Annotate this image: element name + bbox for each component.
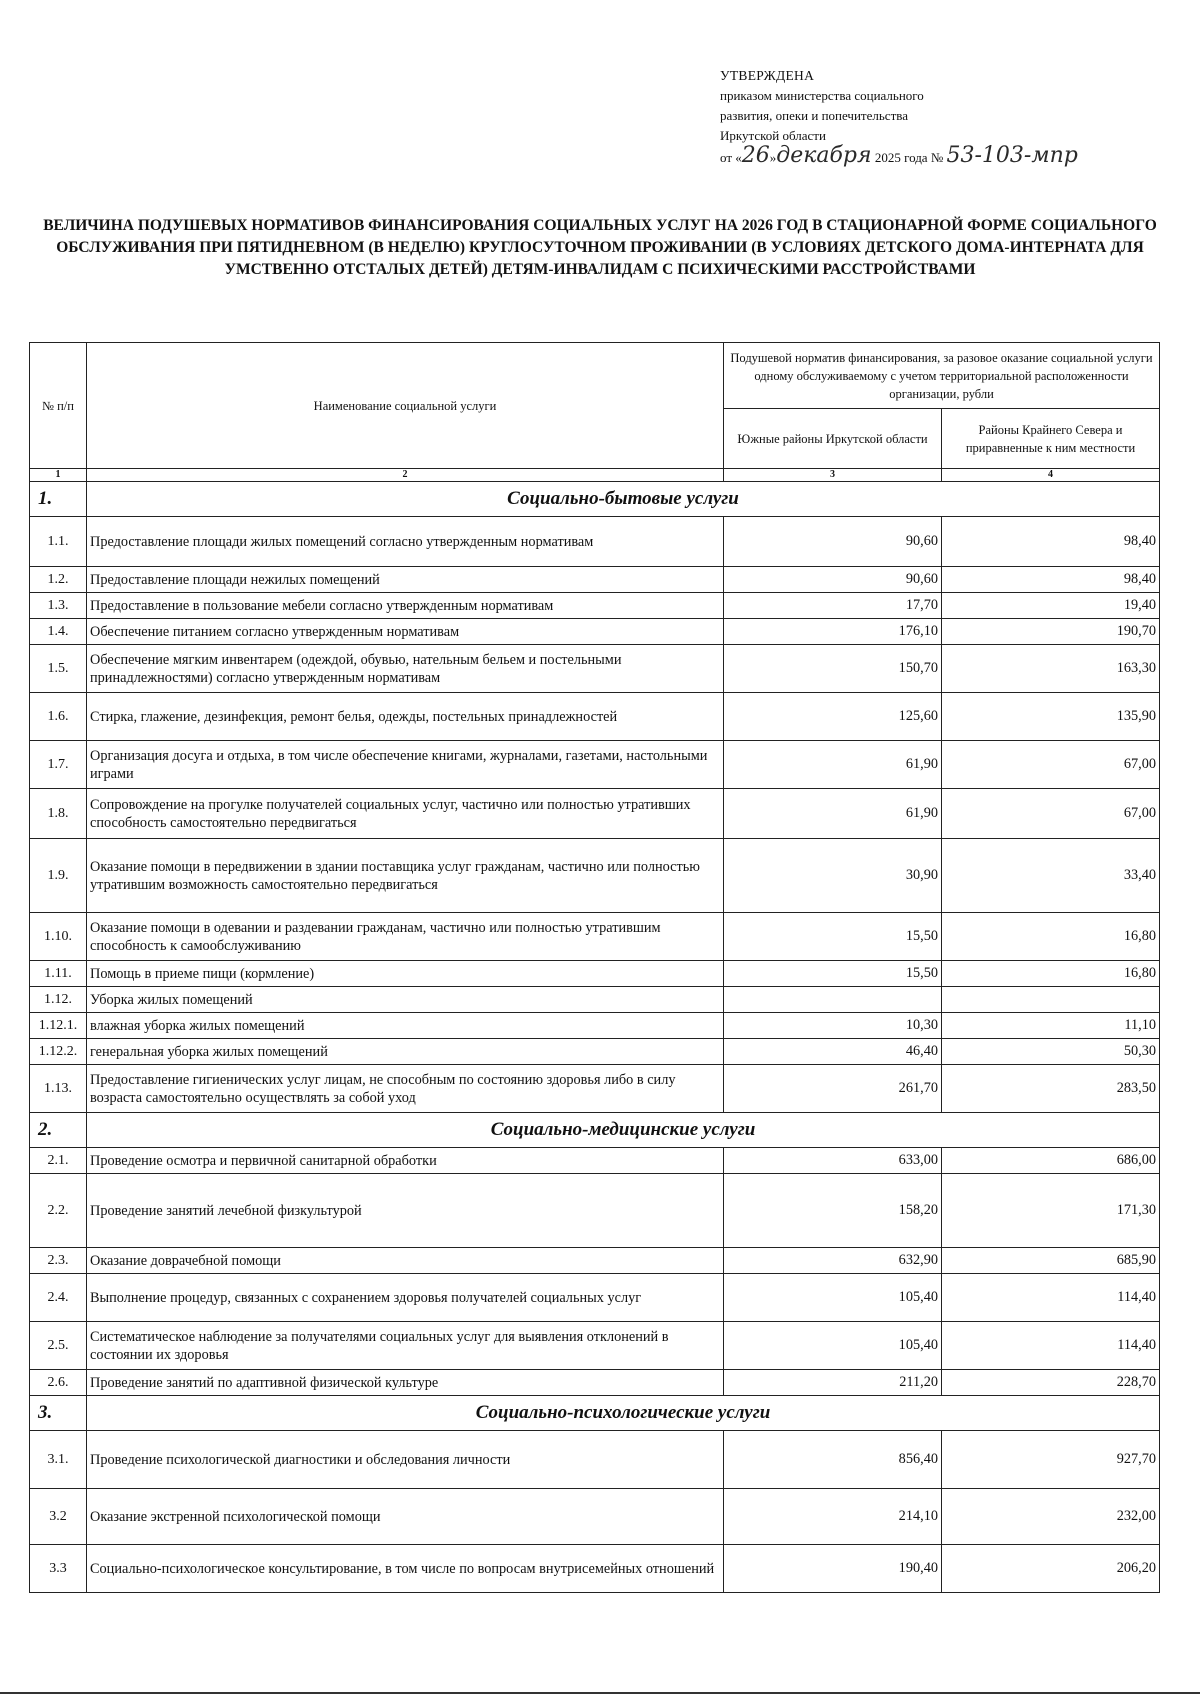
service-name: Выполнение процедур, связанных с сохранением здоровья получателей социальных услуг bbox=[87, 1274, 724, 1322]
value-north: 98,40 bbox=[942, 517, 1160, 567]
order-number: 53-103-мпр bbox=[946, 143, 1078, 168]
value-south: 633,00 bbox=[724, 1148, 942, 1174]
value-south bbox=[724, 987, 942, 1013]
table-row bbox=[30, 839, 1160, 913]
date-prefix: от « bbox=[720, 150, 742, 165]
row-number: 1.13. bbox=[30, 1065, 87, 1113]
norms-table bbox=[29, 342, 1160, 1593]
table-row bbox=[30, 913, 1160, 961]
table-row bbox=[30, 1545, 1160, 1593]
value-south: 632,90 bbox=[724, 1248, 942, 1274]
value-south: 15,50 bbox=[724, 961, 942, 987]
value-south: 190,40 bbox=[724, 1545, 942, 1593]
table-row bbox=[30, 593, 1160, 619]
value-south: 61,90 bbox=[724, 789, 942, 839]
table-row bbox=[30, 741, 1160, 789]
row-number: 1.6. bbox=[30, 693, 87, 741]
row-number: 3.2 bbox=[30, 1489, 87, 1545]
section-number: 2. bbox=[30, 1113, 87, 1148]
row-number: 1.10. bbox=[30, 913, 87, 961]
norms-table-body bbox=[30, 343, 1160, 1593]
row-number: 2.6. bbox=[30, 1370, 87, 1396]
value-south: 261,70 bbox=[724, 1065, 942, 1113]
row-number: 1.12.2. bbox=[30, 1039, 87, 1065]
value-south: 856,40 bbox=[724, 1431, 942, 1489]
row-number: 1.5. bbox=[30, 645, 87, 693]
row-number: 3.3 bbox=[30, 1545, 87, 1593]
table-row bbox=[30, 619, 1160, 645]
approval-date-line bbox=[720, 143, 1078, 168]
table-row bbox=[30, 1148, 1160, 1174]
value-south: 61,90 bbox=[724, 741, 942, 789]
date-month: декабря bbox=[776, 143, 872, 168]
value-south: 90,60 bbox=[724, 567, 942, 593]
approval-line-1: приказом министерства социального bbox=[720, 88, 924, 103]
value-north: 114,40 bbox=[942, 1322, 1160, 1370]
table-row bbox=[30, 1431, 1160, 1489]
table-row bbox=[30, 693, 1160, 741]
row-number: 1.7. bbox=[30, 741, 87, 789]
approval-heading: УТВЕРЖДЕНА bbox=[720, 68, 815, 83]
index-cell: 3 bbox=[724, 469, 942, 482]
document-title: ВЕЛИЧИНА ПОДУШЕВЫХ НОРМАТИВОВ ФИНАНСИРОВАНИЯ СОЦИАЛЬНЫХ УСЛУГ НА 2026 ГОД В СТАЦИОНАРНОЙ ФОРМЕ СОЦИАЛЬНОГО ОБСЛУЖИВАНИЯ ПРИ ПЯТИДНЕВНОМ (В НЕДЕЛЮ) КРУГЛОСУТОЧНОМ ПРОЖИВАНИИ (В УСЛОВИЯХ ДЕТСКОГО ДОМА-ИНТЕРНАТА ДЛЯ УМСТВЕННО ОТСТАЛЫХ ДЕТЕЙ) ДЕТЯМ-ИНВАЛИДАМ С ПСИХИЧЕСКИМИ РАССТРОЙСТВАМИ bbox=[43, 217, 1157, 278]
value-south: 10,30 bbox=[724, 1013, 942, 1039]
service-name: Проведение занятий лечебной физкультурой bbox=[87, 1174, 724, 1248]
service-name: Проведение осмотра и первичной санитарной обработки bbox=[87, 1148, 724, 1174]
value-south: 214,10 bbox=[724, 1489, 942, 1545]
section-number: 1. bbox=[30, 482, 87, 517]
service-name: Уборка жилых помещений bbox=[87, 987, 724, 1013]
service-name: Стирка, глажение, дезинфекция, ремонт белья, одежды, постельных принадлежностей bbox=[87, 693, 724, 741]
value-north: 228,70 bbox=[942, 1370, 1160, 1396]
value-north: 135,90 bbox=[942, 693, 1160, 741]
value-north: 19,40 bbox=[942, 593, 1160, 619]
row-number: 2.4. bbox=[30, 1274, 87, 1322]
table-row bbox=[30, 987, 1160, 1013]
table-row bbox=[30, 1370, 1160, 1396]
row-number: 1.9. bbox=[30, 839, 87, 913]
value-north: 927,70 bbox=[942, 1431, 1160, 1489]
value-north bbox=[942, 987, 1160, 1013]
value-south: 46,40 bbox=[724, 1039, 942, 1065]
table-row bbox=[30, 1013, 1160, 1039]
index-cell: 1 bbox=[30, 469, 87, 482]
service-name: Организация досуга и отдыха, в том числе обеспечение книгами, журналами, газетами, настольными играми bbox=[87, 741, 724, 789]
table-row bbox=[30, 1039, 1160, 1065]
value-north: 686,00 bbox=[942, 1148, 1160, 1174]
value-north: 16,80 bbox=[942, 913, 1160, 961]
header-south: Южные районы Иркутской области bbox=[724, 409, 942, 469]
value-south: 105,40 bbox=[724, 1274, 942, 1322]
service-name: Оказание помощи в одевании и раздевании гражданам, частично или полностью утратившим способность к самообслуживанию bbox=[87, 913, 724, 961]
table-row bbox=[30, 1248, 1160, 1274]
value-south: 176,10 bbox=[724, 619, 942, 645]
index-cell: 2 bbox=[87, 469, 724, 482]
value-north: 16,80 bbox=[942, 961, 1160, 987]
header-north: Районы Крайнего Севера и приравненные к ним местности bbox=[942, 409, 1160, 469]
service-name: Проведение психологической диагностики и обследования личности bbox=[87, 1431, 724, 1489]
value-south: 125,60 bbox=[724, 693, 942, 741]
section-row bbox=[30, 1113, 1160, 1148]
row-number: 3.1. bbox=[30, 1431, 87, 1489]
value-south: 211,20 bbox=[724, 1370, 942, 1396]
service-name: Предоставление площади нежилых помещений bbox=[87, 567, 724, 593]
value-north: 685,90 bbox=[942, 1248, 1160, 1274]
header-name: Наименование социальной услуги bbox=[87, 343, 724, 469]
value-north: 171,30 bbox=[942, 1174, 1160, 1248]
service-name: Проведение занятий по адаптивной физической культуре bbox=[87, 1370, 724, 1396]
header-num: № п/п bbox=[30, 343, 87, 469]
table-row bbox=[30, 517, 1160, 567]
table-row bbox=[30, 1322, 1160, 1370]
table-row bbox=[30, 645, 1160, 693]
value-north: 114,40 bbox=[942, 1274, 1160, 1322]
index-cell: 4 bbox=[942, 469, 1160, 482]
value-south: 30,90 bbox=[724, 839, 942, 913]
service-name: Систематическое наблюдение за получателями социальных услуг для выявления отклонений в состоянии их здоровья bbox=[87, 1322, 724, 1370]
section-title: Социально-бытовые услуги bbox=[87, 482, 1160, 517]
service-name: Сопровождение на прогулке получателей социальных услуг, частично или полностью утративших способность самостоятельно передвигаться bbox=[87, 789, 724, 839]
value-south: 158,20 bbox=[724, 1174, 942, 1248]
page-bottom-rule bbox=[0, 1692, 1200, 1694]
approval-line-2: развития, опеки и попечительства bbox=[720, 108, 908, 123]
value-north: 206,20 bbox=[942, 1545, 1160, 1593]
row-number: 2.2. bbox=[30, 1174, 87, 1248]
row-number: 2.5. bbox=[30, 1322, 87, 1370]
row-number: 1.12. bbox=[30, 987, 87, 1013]
section-title: Социально-медицинские услуги bbox=[87, 1113, 1160, 1148]
section-row bbox=[30, 482, 1160, 517]
section-title: Социально-психологические услуги bbox=[87, 1396, 1160, 1431]
table-row bbox=[30, 1174, 1160, 1248]
value-north: 33,40 bbox=[942, 839, 1160, 913]
table-row bbox=[30, 1065, 1160, 1113]
service-name: Социально-психологическое консультирование, в том числе по вопросам внутрисемейных отношений bbox=[87, 1545, 724, 1593]
value-north: 67,00 bbox=[942, 789, 1160, 839]
service-name: Предоставление гигиенических услуг лицам, не способным по состоянию здоровья либо в силу возраста самостоятельно осуществлять за собой уход bbox=[87, 1065, 724, 1113]
row-number: 1.8. bbox=[30, 789, 87, 839]
service-name: Обеспечение мягким инвентарем (одеждой, обувью, нательным бельем и постельными принадлежностями) согласно утвержденным нормативам bbox=[87, 645, 724, 693]
row-number: 1.3. bbox=[30, 593, 87, 619]
date-mid: » bbox=[769, 150, 777, 165]
row-number: 1.2. bbox=[30, 567, 87, 593]
date-day: 26 bbox=[741, 143, 770, 168]
service-name: Предоставление в пользование мебели согласно утвержденным нормативам bbox=[87, 593, 724, 619]
table-row bbox=[30, 1274, 1160, 1322]
value-north: 232,00 bbox=[942, 1489, 1160, 1545]
value-south: 17,70 bbox=[724, 593, 942, 619]
table-row bbox=[30, 1489, 1160, 1545]
approval-line-3: Иркутской области bbox=[720, 128, 826, 143]
value-north: 190,70 bbox=[942, 619, 1160, 645]
table-row bbox=[30, 789, 1160, 839]
service-name: Предоставление площади жилых помещений согласно утвержденным нормативам bbox=[87, 517, 724, 567]
approval-block bbox=[720, 66, 1078, 168]
service-name: Оказание помощи в передвижении в здании поставщика услуг гражданам, частично или полностью утратившим возможность самостоятельно передвигаться bbox=[87, 839, 724, 913]
section-number: 3. bbox=[30, 1396, 87, 1431]
value-north: 50,30 bbox=[942, 1039, 1160, 1065]
value-south: 15,50 bbox=[724, 913, 942, 961]
value-north: 11,10 bbox=[942, 1013, 1160, 1039]
row-number: 1.1. bbox=[30, 517, 87, 567]
value-south: 90,60 bbox=[724, 517, 942, 567]
value-north: 67,00 bbox=[942, 741, 1160, 789]
date-year-text: 2025 года № bbox=[874, 150, 944, 165]
value-north: 163,30 bbox=[942, 645, 1160, 693]
service-name: влажная уборка жилых помещений bbox=[87, 1013, 724, 1039]
service-name: Помощь в приеме пищи (кормление) bbox=[87, 961, 724, 987]
header-group: Подушевой норматив финансирования, за разовое оказание социальной услуги одному обслуживаемому с учетом территориальной расположенности организации, рубли bbox=[724, 343, 1160, 409]
row-number: 2.1. bbox=[30, 1148, 87, 1174]
section-row bbox=[30, 1396, 1160, 1431]
value-north: 283,50 bbox=[942, 1065, 1160, 1113]
row-number: 1.4. bbox=[30, 619, 87, 645]
value-south: 105,40 bbox=[724, 1322, 942, 1370]
service-name: генеральная уборка жилых помещений bbox=[87, 1039, 724, 1065]
row-number: 2.3. bbox=[30, 1248, 87, 1274]
service-name: Обеспечение питанием согласно утвержденным нормативам bbox=[87, 619, 724, 645]
row-number: 1.11. bbox=[30, 961, 87, 987]
service-name: Оказание экстренной психологической помощи bbox=[87, 1489, 724, 1545]
table-row bbox=[30, 567, 1160, 593]
value-south: 150,70 bbox=[724, 645, 942, 693]
table-row bbox=[30, 961, 1160, 987]
value-north: 98,40 bbox=[942, 567, 1160, 593]
row-number: 1.12.1. bbox=[30, 1013, 87, 1039]
service-name: Оказание доврачебной помощи bbox=[87, 1248, 724, 1274]
